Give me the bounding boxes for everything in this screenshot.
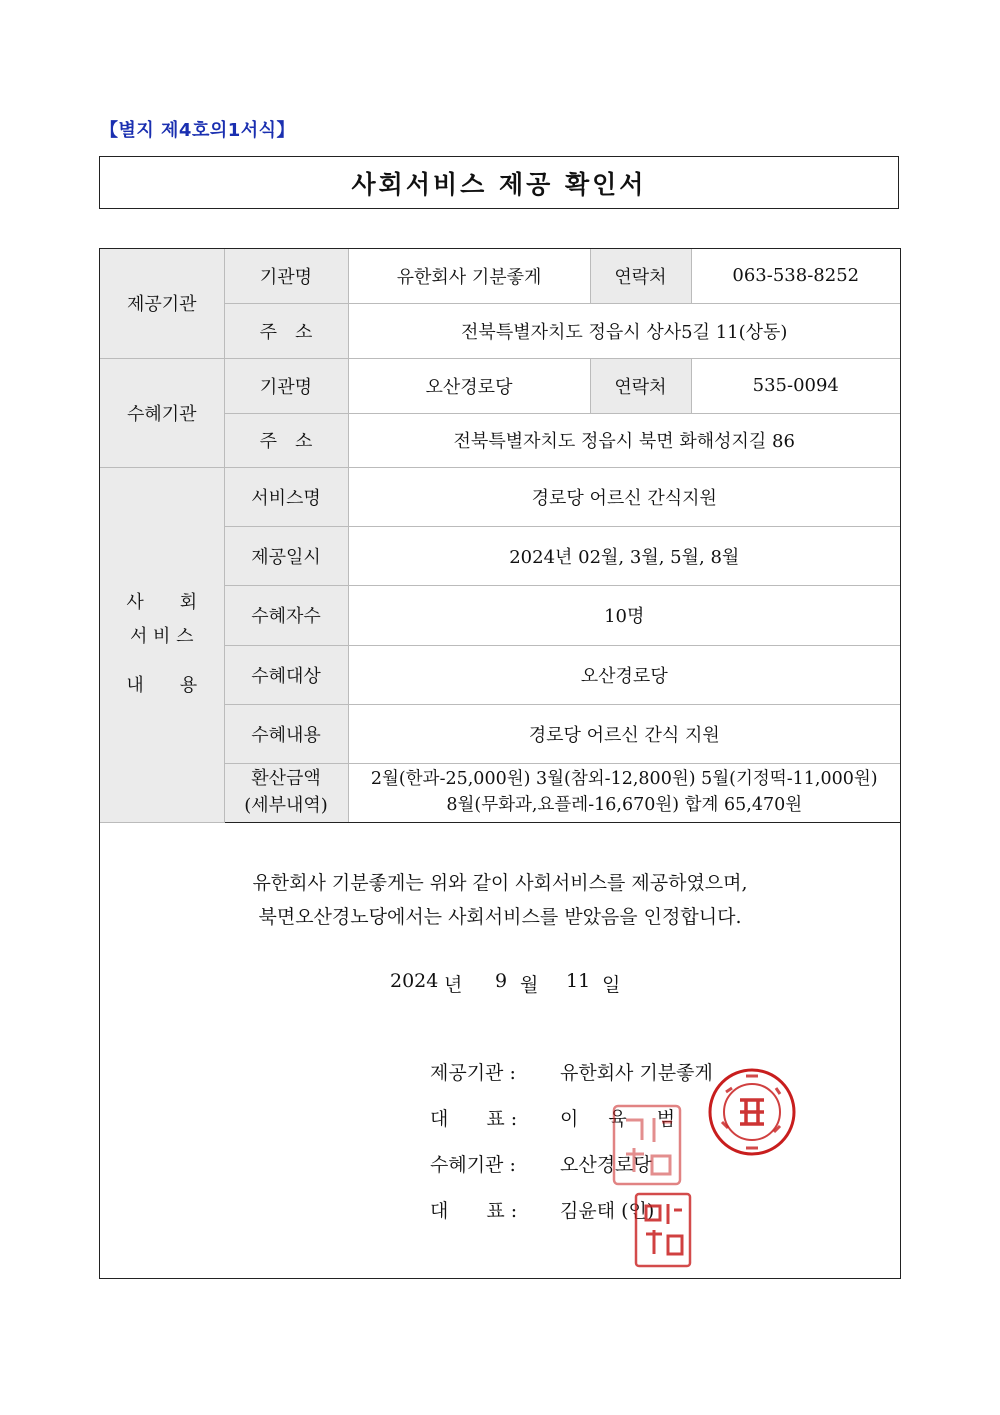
amount-label-line2: (세부내역): [244, 794, 328, 816]
date-year: 2024: [390, 970, 439, 992]
recipient-rep-label: 대 표 :: [430, 1200, 518, 1222]
recipient-contact-label: 연락처: [590, 358, 691, 413]
provider-contact-label: 연락처: [590, 249, 691, 303]
recipient-signature-row: [0, 1150, 1000, 1180]
provider-rep-row: [0, 1104, 1000, 1134]
provider-address: 전북특별자치도 정읍시 상사5길 11(상동): [348, 303, 900, 358]
service-date: 2024년 02월, 3월, 5월, 8월: [348, 526, 900, 585]
date-year-unit: 년: [444, 974, 463, 996]
provider-contact: 063-538-8252: [691, 249, 900, 303]
amount-label-line1: 환산금액: [251, 768, 321, 790]
service-date-label: 제공일시: [224, 526, 348, 585]
service-info-table: [100, 249, 900, 823]
service-category-line1: 사 회: [126, 592, 198, 614]
statement-line2: 북면오산경노당에서는 사회서비스를 받았음을 인정합니다.: [258, 906, 742, 928]
service-category-line3: 내 용: [126, 674, 198, 696]
recipient-rep-name: 김윤태 (인): [560, 1200, 655, 1222]
recipient-rep-seal-icon: [632, 1190, 694, 1270]
form-number-label: 【별지 제4호의1서식】: [100, 120, 296, 141]
provider-sign-name: 유한회사 기분좋게: [560, 1062, 713, 1084]
provider-name-label: 기관명: [224, 249, 348, 303]
recipient-name-row: [100, 358, 900, 413]
provider-name: 유한회사 기분좋게: [348, 249, 590, 303]
provider-category: 제공기관: [100, 249, 224, 358]
recipient-category: 수혜기관: [100, 358, 224, 467]
content-label: 수혜내용: [224, 704, 348, 763]
recipient-name-label: 기관명: [224, 358, 348, 413]
recipient-count-label: 수혜자수: [224, 585, 348, 645]
recipient-address: 전북특별자치도 정읍시 북면 화해성지길 86: [348, 413, 900, 467]
provider-sign-label: 제공기관 :: [430, 1062, 516, 1084]
provider-rep-seal-icon: [608, 1100, 688, 1190]
document-title: 사회서비스 제공 확인서: [99, 156, 899, 209]
provider-rep-label: 대 표 :: [430, 1108, 518, 1130]
amount-detail: [348, 763, 900, 822]
statement-line1: 유한회사 기분좋게는 위와 같이 사회서비스를 제공하였으며,: [252, 872, 748, 894]
recipient-count: 10명: [348, 585, 900, 645]
target-label: 수혜대상: [224, 645, 348, 704]
amount-detail-line1: 2월(한과-25,000원) 3월(참외-12,800원) 5월(기정떡-11,000원): [370, 769, 878, 790]
provider-name-row: [100, 249, 900, 303]
amount-label: [224, 763, 348, 822]
recipient-sign-name: 오산경로당: [560, 1154, 652, 1176]
service-category-line2: 서 비 스: [129, 626, 194, 648]
provider-signature-row: [0, 1058, 1000, 1088]
target: 오산경로당: [348, 645, 900, 704]
recipient-name: 오산경로당: [348, 358, 590, 413]
recipient-rep-row: [0, 1196, 1000, 1226]
service-name-label: 서비스명: [224, 467, 348, 526]
content: 경로당 어르신 간식 지원: [348, 704, 900, 763]
service-row: [100, 467, 900, 526]
company-seal-icon: [706, 1066, 798, 1158]
date-month: 9: [495, 970, 508, 992]
recipient-sign-label: 수혜기관 :: [430, 1154, 516, 1176]
date-day-unit: 일: [602, 974, 621, 996]
recipient-contact: 535-0094: [691, 358, 900, 413]
service-name: 경로당 어르신 간식지원: [348, 467, 900, 526]
provider-rep-name: 이 육 범: [560, 1108, 688, 1130]
date-day: 11: [566, 970, 591, 992]
recipient-address-label: 주 소: [224, 413, 348, 467]
date-month-unit: 월: [520, 974, 539, 996]
service-category: [100, 467, 224, 822]
provider-address-label: 주 소: [224, 303, 348, 358]
amount-detail-line2: 8월(무화과,요플레-16,670원) 합계 65,470원: [446, 794, 803, 815]
